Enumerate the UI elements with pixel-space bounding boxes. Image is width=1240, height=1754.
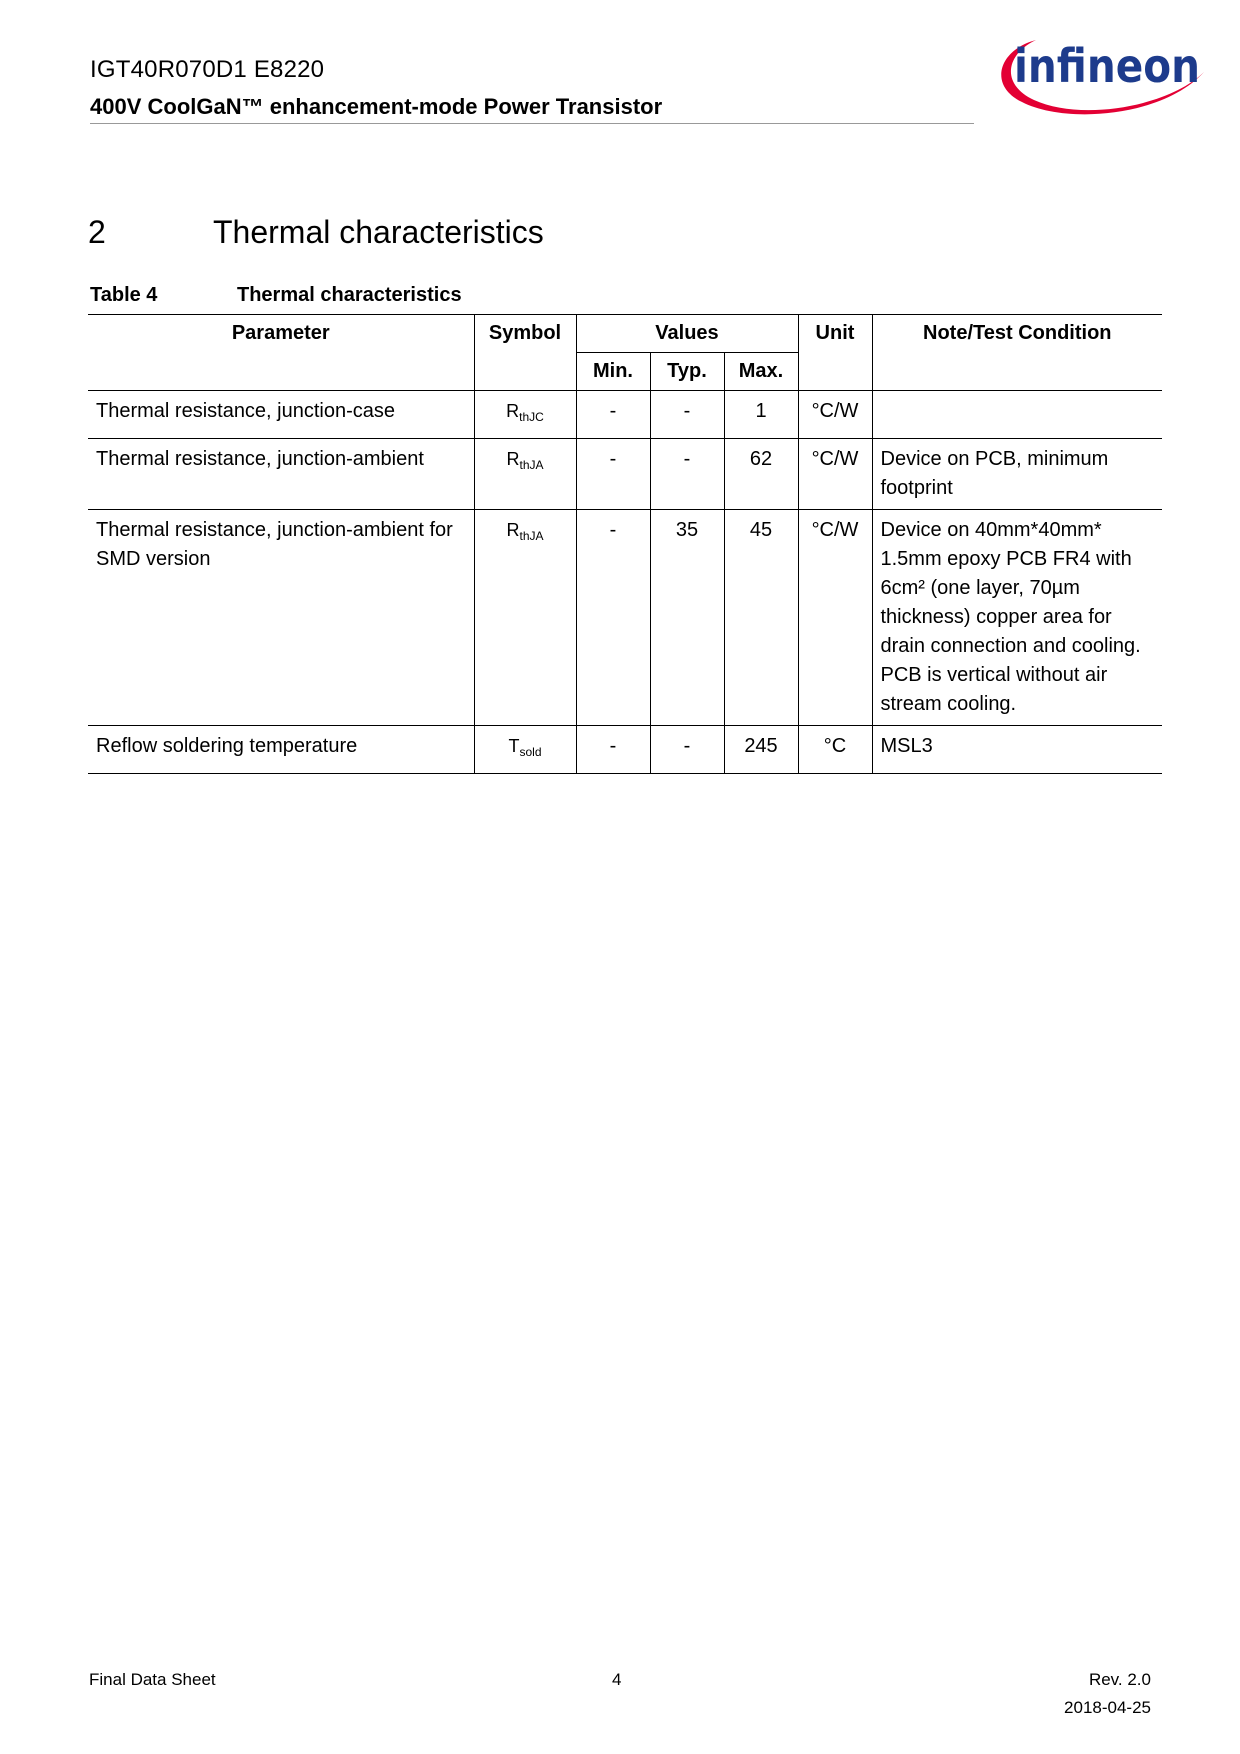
cell-note: Device on 40mm*40mm* 1.5mm epoxy PCB FR4 with 6cm² (one layer, 70µm thickness) copper area for drain connection and cooling. PCB is vertical without air stream cooling.: [872, 510, 1162, 726]
footer-date: 2018-04-25: [1064, 1698, 1151, 1717]
cell-symbol: [474, 510, 576, 726]
section-title: Thermal characteristics: [213, 214, 544, 250]
cell-max: 1: [724, 391, 798, 439]
cell-typ: -: [650, 439, 724, 510]
document-title: IGT40R070D1 E8220: [90, 56, 325, 83]
cell-parameter: Thermal resistance, junction-case: [88, 391, 474, 439]
header-values: Values: [576, 315, 798, 353]
cell-unit: °C/W: [798, 510, 872, 726]
cell-min: -: [576, 510, 650, 726]
cell-parameter: Reflow soldering temperature: [88, 726, 474, 774]
header-note: Note/Test Condition: [872, 315, 1162, 391]
symbol-main: R: [506, 449, 520, 469]
cell-note: [872, 391, 1162, 439]
table-row: [88, 510, 1162, 726]
cell-unit: °C: [798, 726, 872, 774]
cell-max: 45: [724, 510, 798, 726]
cell-symbol: [474, 391, 576, 439]
symbol-main: R: [506, 520, 520, 540]
cell-typ: -: [650, 391, 724, 439]
cell-min: -: [576, 391, 650, 439]
cell-note: MSL3: [872, 726, 1162, 774]
header-unit: Unit: [798, 315, 872, 391]
cell-typ: 35: [650, 510, 724, 726]
document-subtitle: 400V CoolGaN™ enhancement-mode Power Transistor: [90, 94, 663, 119]
logo-text: infineon: [1014, 39, 1200, 93]
header-typ: Typ.: [650, 353, 724, 391]
section-heading: [88, 214, 544, 251]
table-row: [88, 391, 1162, 439]
table-row: [88, 439, 1162, 510]
table-header-row: [88, 315, 1162, 353]
cell-symbol: [474, 439, 576, 510]
header-symbol: Symbol: [474, 315, 576, 391]
symbol-subscript: thJA: [519, 529, 544, 543]
cell-unit: °C/W: [798, 391, 872, 439]
cell-typ: -: [650, 726, 724, 774]
cell-min: -: [576, 439, 650, 510]
table-caption-text: Thermal characteristics: [237, 284, 462, 306]
symbol-subscript: thJA: [519, 458, 544, 472]
header-parameter: Parameter: [88, 315, 474, 391]
symbol-main: R: [506, 401, 520, 421]
header-min: Min.: [576, 353, 650, 391]
header-max: Max.: [724, 353, 798, 391]
cell-unit: °C/W: [798, 439, 872, 510]
cell-max: 245: [724, 726, 798, 774]
symbol-subscript: sold: [519, 745, 542, 759]
symbol-subscript: thJC: [519, 410, 544, 424]
infineon-logo: [992, 26, 1210, 126]
cell-max: 62: [724, 439, 798, 510]
footer-page-number: 4: [612, 1670, 622, 1689]
thermal-characteristics-table: [88, 314, 1162, 774]
table-caption: [90, 284, 462, 307]
cell-note: Device on PCB, minimum footprint: [872, 439, 1162, 510]
symbol-main: T: [508, 736, 520, 756]
cell-min: -: [576, 726, 650, 774]
header-divider: [90, 123, 974, 124]
cell-symbol: [474, 726, 576, 774]
footer-doc-type: Final Data Sheet: [89, 1670, 216, 1689]
footer-revision: Rev. 2.0: [1088, 1670, 1151, 1689]
section-number: 2: [88, 214, 106, 250]
cell-parameter: Thermal resistance, junction-ambient for SMD version: [88, 510, 474, 726]
cell-parameter: Thermal resistance, junction-ambient: [88, 439, 474, 510]
table-label: Table 4: [90, 284, 158, 306]
table-row: [88, 726, 1162, 774]
